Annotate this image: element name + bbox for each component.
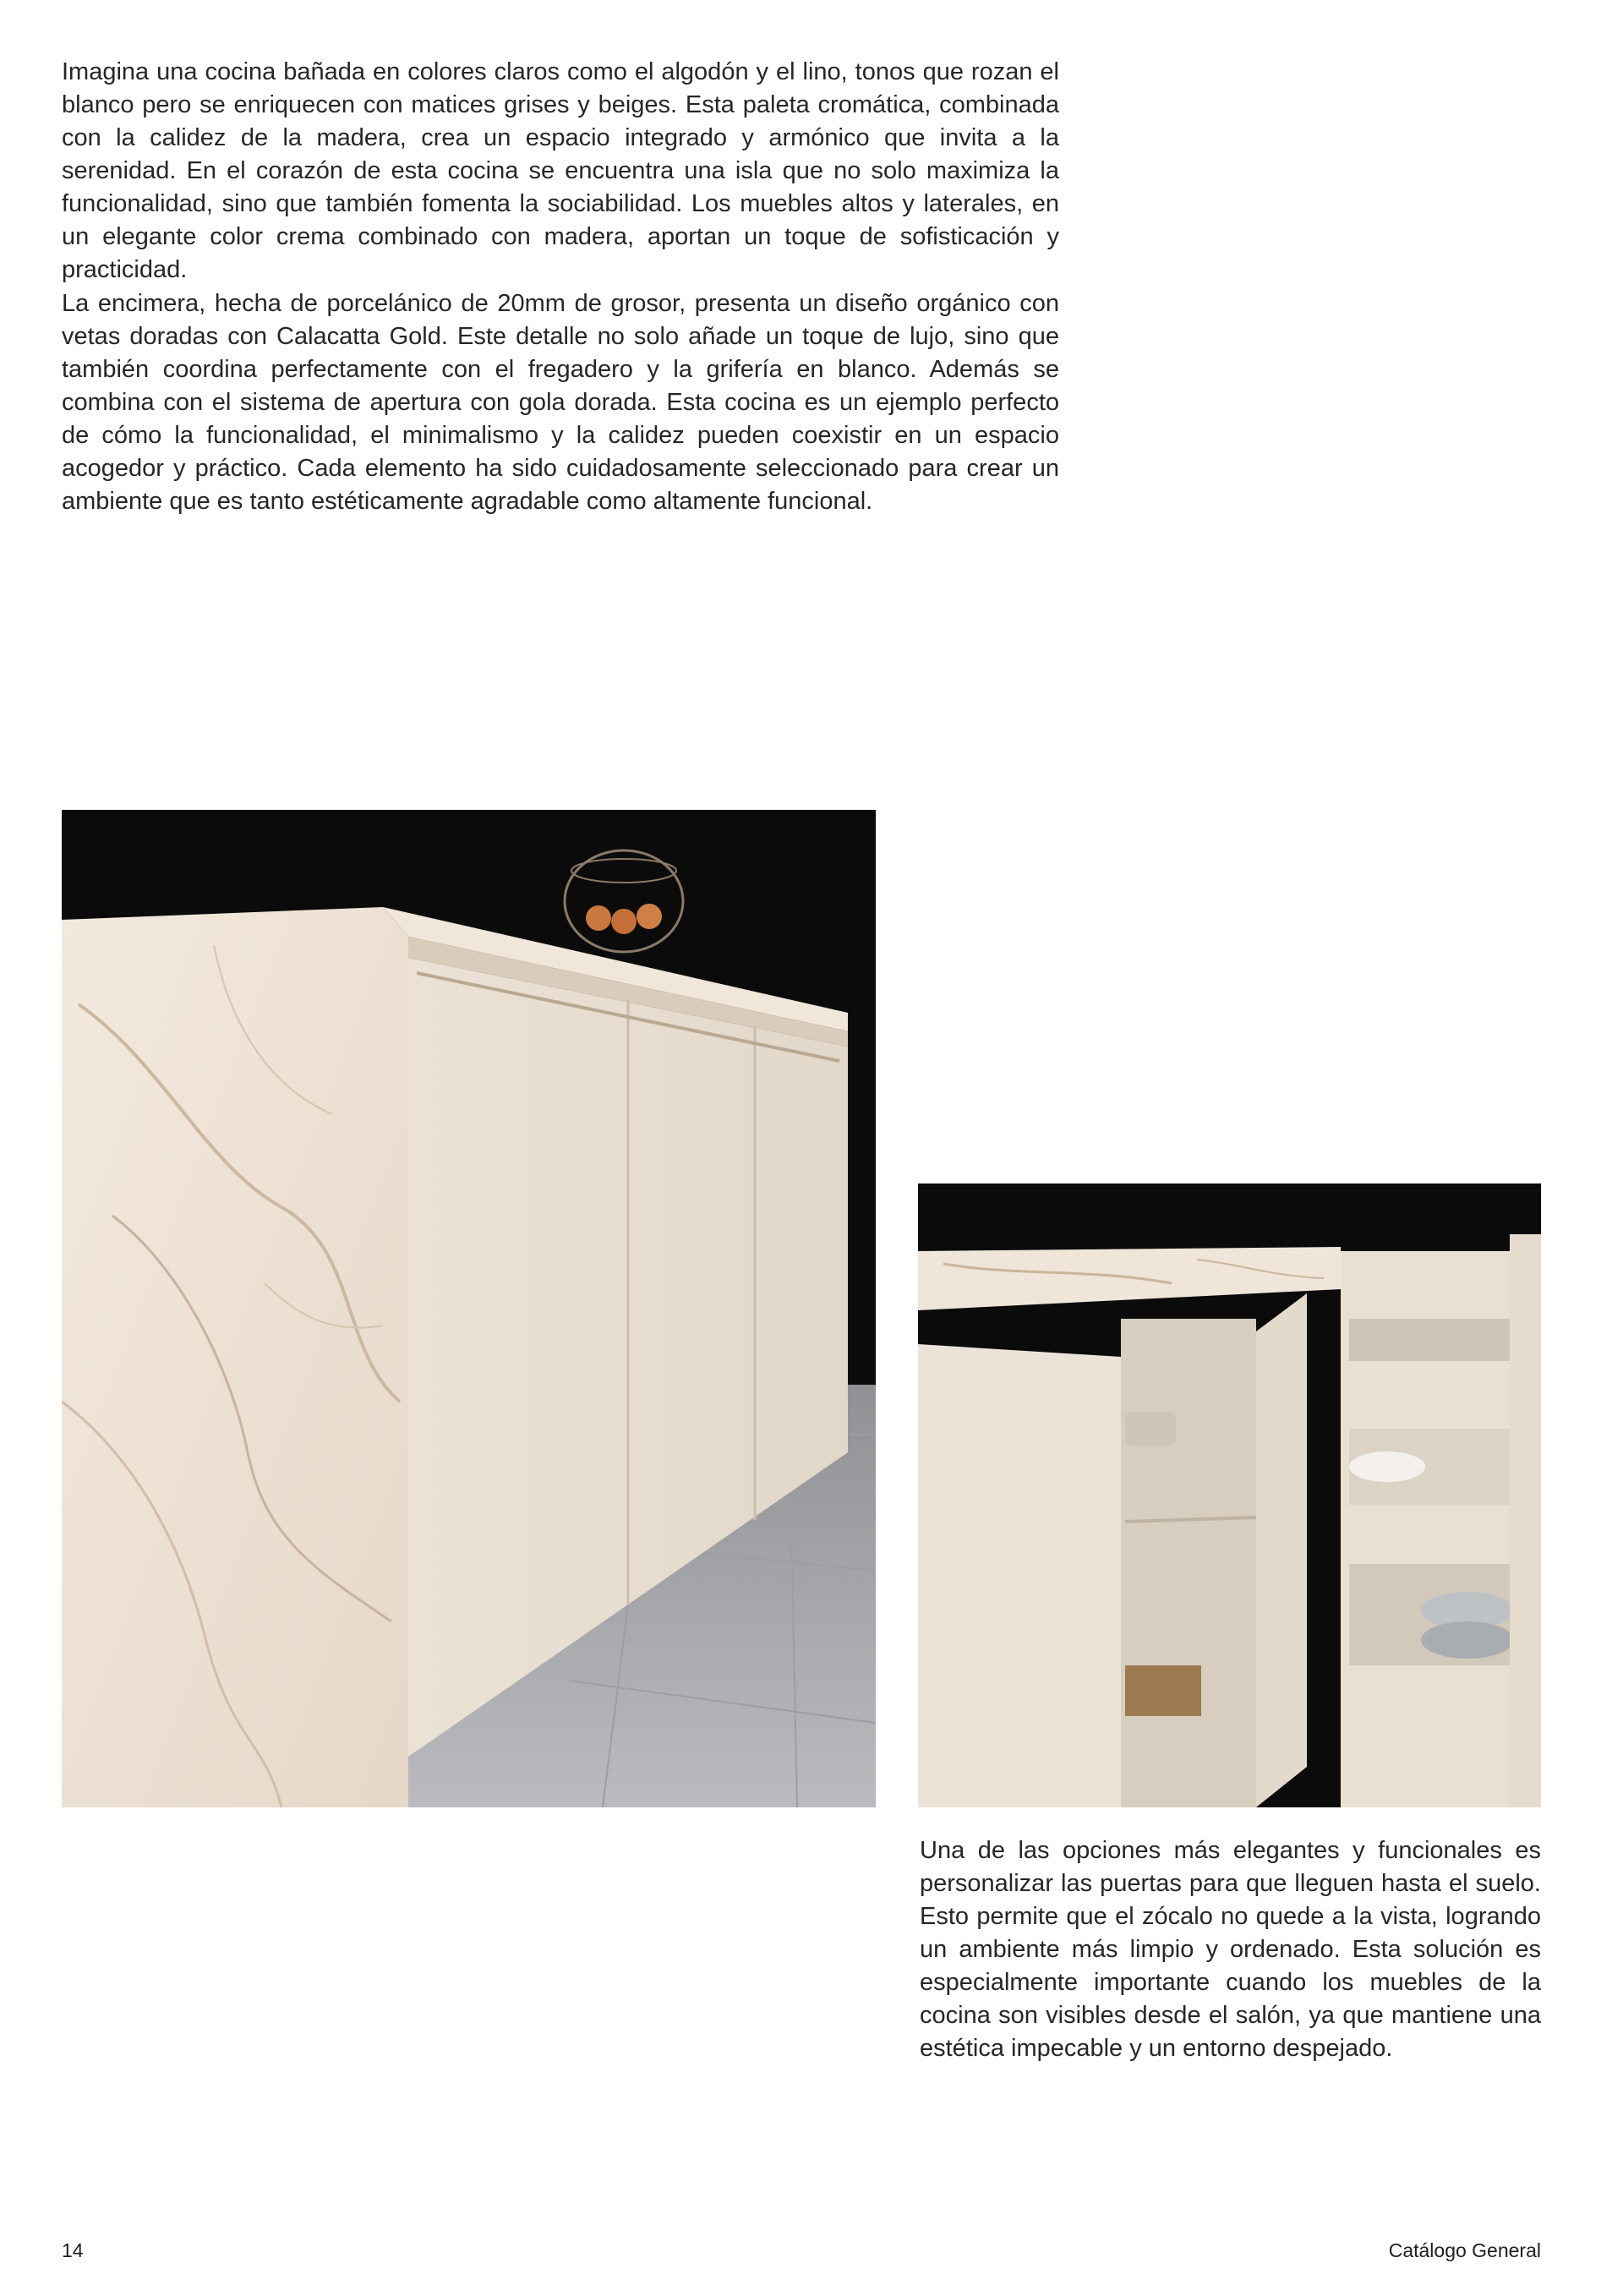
catalog-label: Catálogo General — [1388, 2239, 1541, 2261]
open-cabinet-illustration — [918, 1184, 1541, 1807]
photo-caption: Una de las opciones más elegantes y funcionales es personalizar las puertas para que lleguen hasta el suelo. Esto permite que el zócalo no quede a la vista, logrando un ambiente más limpio y ordenado. Esta solución es especialmente importante cuando los muebles de la cocina son visibles desde el salón, ya que mantiene una estética impecable y un entorno despejado. — [920, 1837, 1541, 2062]
open-cabinet-photo — [918, 1184, 1541, 1807]
page-number: 14 — [62, 2239, 84, 2261]
intro-paragraph-2: La encimera, hecha de porcelánico de 20mm de grosor, presenta un diseño orgánico con vetas doradas con Calacatta Gold. Este detalle no solo añade un toque de lujo, sino que también coordina perfectamente con el fregadero y la grifería en blanco. Además se combina con el sistema de apertura con gola dorada. Esta cocina es un ejemplo perfecto de cómo la funcionalidad, el minimalismo y la calidez pueden coexistir en un espacio acogedor y práctico. Cada elemento ha sido cuidadosamente seleccionado para crear un ambiente que es tanto estéticamente agradable como altamente funcional. — [62, 290, 1059, 515]
kitchen-island-illustration — [62, 810, 876, 1807]
intro-paragraph-1: Imagina una cocina bañada en colores claros como el algodón y el lino, tonos que rozan el blanco pero se enriquecen con matices grises y beiges. Esta paleta cromática, combinada con la calidez de la madera, crea un espacio integrado y armónico que invita a la serenidad. En el corazón de esta cocina se encuentra una isla que no solo maximiza la funcionalidad, sino que también fomenta la sociabilidad. Los muebles altos y laterales, en un elegante color crema combinado con madera, aportan un toque de sofisticación y practicidad. — [62, 58, 1059, 283]
kitchen-island-photo — [62, 810, 876, 1807]
